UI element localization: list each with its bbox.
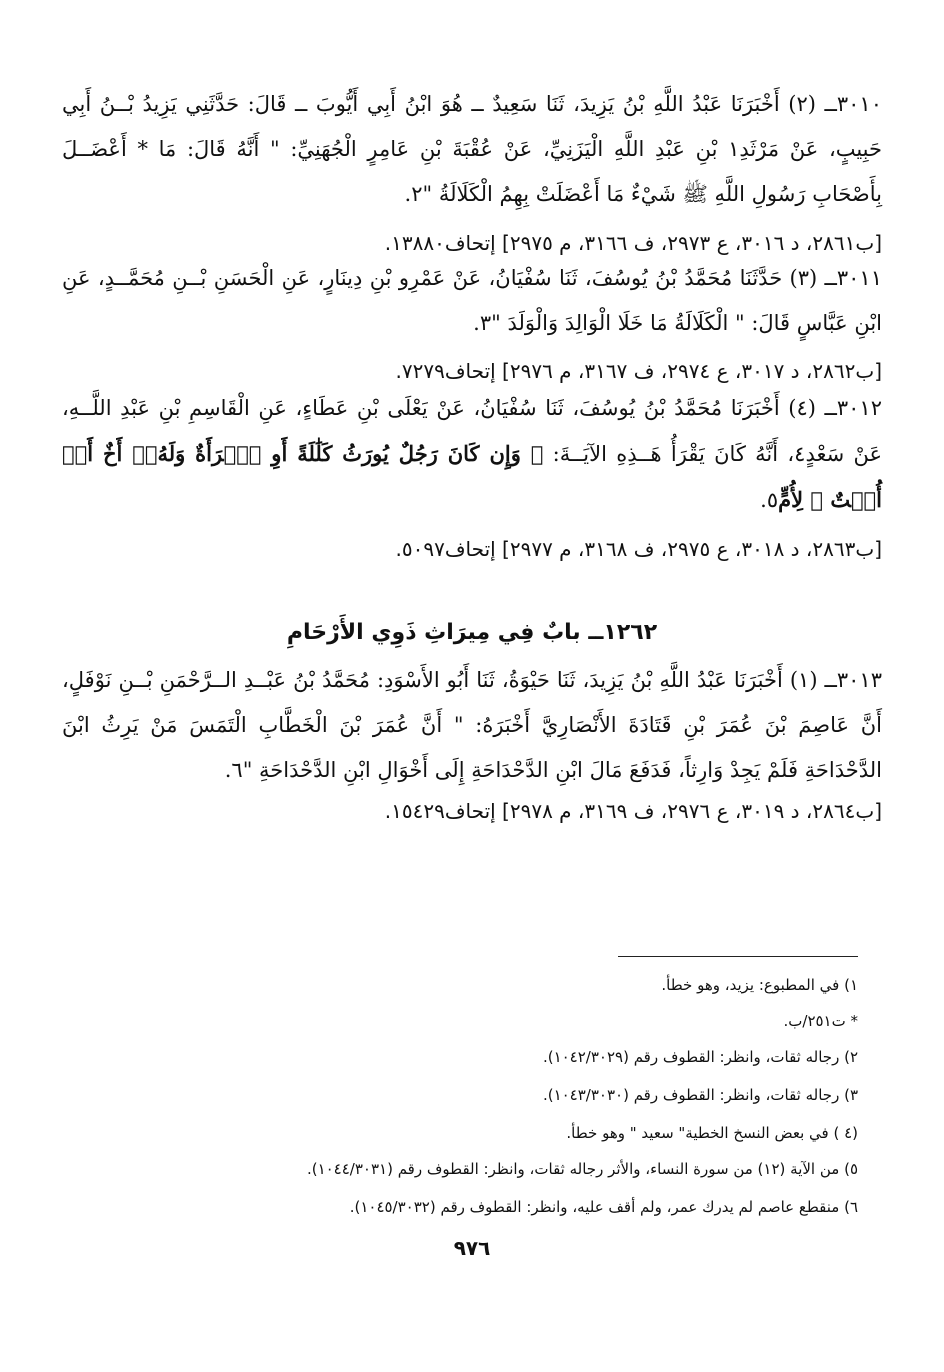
hadith-3011-reference: [ب٢٨٦٢، د ٣٠١٧، ع ٢٩٧٤، ف ٣١٦٧، م ٢٩٧٦] إتحاف٧٢٧٩. — [395, 359, 882, 383]
footnote-1: ١) في المطبوع: يزيد، وهو خطأ. — [661, 976, 858, 994]
chapter-heading: ١٢٦٢ــ بابٌ فِي مِيرَاثِ ذَوِي الأَرْحَامِ — [286, 620, 658, 645]
hadith-3011 — [62, 256, 882, 346]
hadith-3010-reference: [ب٢٨٦١، د ٣٠١٦، ع ٢٩٧٣، ف ٣١٦٦، م ٢٩٧٥] إتحاف١٣٨٨٠. — [384, 231, 882, 255]
footnote-4: (٤ ) في بعض النسخ الخطية" سعيد " وهو خطأ. — [566, 1124, 858, 1142]
hadith-3012 — [62, 386, 882, 523]
footnote-6: ٦) منقطع عاصم لم يدرك عمر، ولم أقف عليه، وانظر: القطوف رقم (١٠٤٥/٣٠٣٢). — [349, 1198, 858, 1216]
hadith-3012-reference: [ب٢٨٦٣، د ٣٠١٨، ع ٢٩٧٥، ف ٣١٦٨، م ٢٩٧٧] إتحاف٥٠٩٧. — [395, 537, 882, 561]
footnote-divider — [618, 956, 858, 957]
footnote-3: ٣) رجاله ثقات، وانظر: القطوف رقم (١٠٤٣/٣٠٣٠). — [542, 1086, 858, 1104]
hadith-3012-text: ٣٠١٢ــ (٤) أَخْبَرَنَا مُحَمَّدُ بْنُ يُوسُفَ، ثَنَا سُفْيَانُ، عَنْ يَعْلَى بْنِ عَطَاءٍ، عَنِ الْقَاسِمِ بْنِ عَبْدِ اللَّــهِ، عَنْ سَعْدٍ٤، أَنَّهُ كَانَ يَقْرَأُ هَــذِهِ الآيَــةَ: — [62, 396, 882, 466]
quran-verse: ﴿ وَإِن كَانَ رَجُلٌ يُورَثُ كَلَٰلَةً أَوِ ٱمۡرَأَةٌ وَلَهُۥٓ أَخٌ أَوۡ أُخۡتٌ ﴾ لِأُمٍّ — [62, 441, 882, 512]
hadith-3010 — [62, 82, 882, 217]
hadith-3011-text: ٣٠١١ــ (٣) حَدَّثَنَا مُحَمَّدُ بْنُ يُوسُفَ، ثَنَا سُفْيَانُ، عَنْ عَمْرِو بْنِ دِينَارٍ، عَنِ الْحَسَنِ بْــنِ مُحَمَّــدٍ، عَنِ ابْنِ عَبَّاسٍ قَالَ: " الْكَلَالَةُ مَا خَلَا الْوَالِدَ وَالْوَلَدَ "٣. — [62, 266, 882, 335]
hadith-3013-reference: [ب٢٨٦٤، د ٣٠١٩، ع ٢٩٧٦، ف ٣١٦٩، م ٢٩٧٨] إتحاف١٥٤٢٩. — [384, 799, 882, 823]
hadith-3013-text: ٣٠١٣ــ (١) أَخْبَرَنَا عَبْدُ اللَّهِ بْنُ يَزِيدَ، ثَنَا حَيْوَةُ، ثَنَا أَبُو الأَسْوَدِ: مُحَمَّدُ بْنُ عَبْــدِ الــرَّحْمَنِ بْــنِ نَوْفَلٍ، أَنَّ عَاصِمَ بْنَ عُمَرَ بْنِ قَتَادَةَ الأَنْصَارِيَّ أَخْبَرَهُ: " أَنَّ عُمَرَ بْنَ الْخَطَّابِ الْتَمَسَ مَنْ يَرِثُ ابْنَ الدَّحْدَاحَةِ فَلَمْ يَجِدْ وَارِثاً، فَدَفَعَ مَالَ ابْنِ الدَّحْدَاحَةِ إِلَى أَخْوَالِ ابْنِ الدَّحْدَاحَةِ "٦. — [62, 668, 882, 782]
footnote-2: ٢) رجاله ثقات، وانظر: القطوف رقم (١٠٤٢/٣٠٢٩). — [542, 1048, 858, 1066]
page-number: ٩٧٦ — [453, 1236, 491, 1260]
hadith-3013 — [62, 658, 882, 793]
hadith-3012-footnote-mark: ٥. — [760, 488, 779, 512]
hadith-3010-text: ٣٠١٠ــ (٢) أَخْبَرَنَا عَبْدُ اللَّهِ بْنُ يَزِيدَ، ثَنَا سَعِيدٌ ــ هُوَ ابْنُ أَبِي أَيُّوبَ ــ قَالَ: حَدَّثَنِي يَزِيدُ بْــنُ أَبِي حَبِيبٍ، عَنْ مَرْثَدِ١ بْنِ عَبْدِ اللَّهِ الْيَزَنِيِّ، عَنْ عُقْبَةَ بْنِ عَامِرٍ الْجُهَنِيِّ: " أَنَّهُ قَالَ: مَا * أَعْضَــلَ بِأَصْحَابِ رَسُولِ اللَّهِ ﷺ شَيْءٌ مَا أَعْضَلَتْ بِهِمُ الْكَلَالَةُ "٢. — [62, 92, 882, 206]
footnote-5: ٥) من الآية (١٢) من سورة النساء، والأثر رجاله ثقات، وانظر: القطوف رقم (١٠٤٤/٣٠٣١). — [306, 1160, 858, 1178]
footnote-folio: * ت٢٥١/ب. — [783, 1012, 858, 1030]
